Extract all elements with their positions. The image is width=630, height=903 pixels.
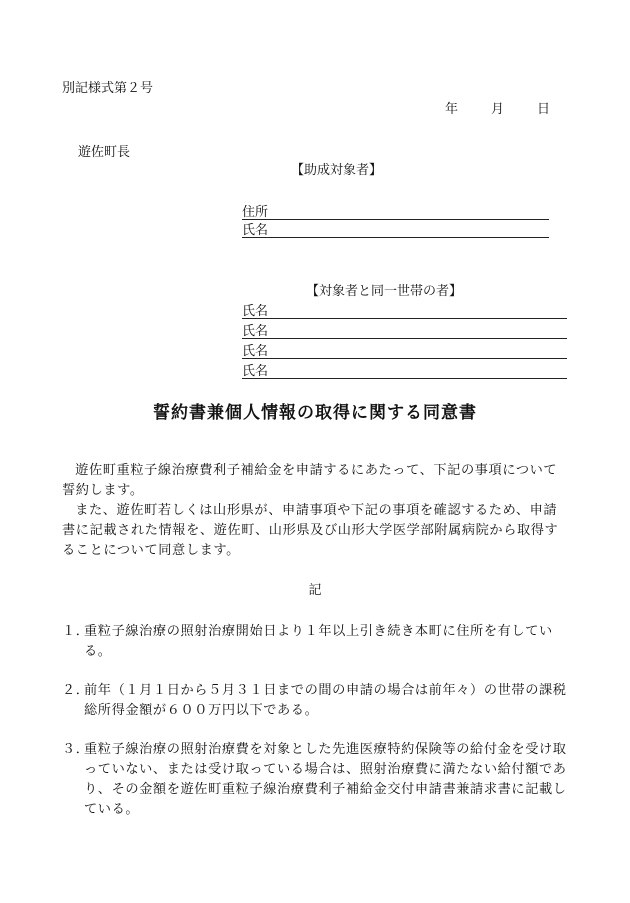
ki-label: 記 — [308, 583, 322, 598]
household-name-field-1[interactable] — [242, 300, 567, 319]
household-name-label: 氏名 — [242, 364, 269, 379]
name-field[interactable] — [242, 219, 549, 238]
address-label: 住所 — [242, 205, 269, 220]
list-item — [62, 681, 570, 721]
document-title: 誓約書兼個人情報の取得に関する同意書 — [153, 403, 477, 423]
item-text: 重粒子線治療の照射治療開始日より１年以上引き続き本町に住所を有している。 — [84, 624, 553, 659]
item-text: 前年（１月１日から５月３１日までの間の申請の場合は前年々）の世帯の課税総所得金額が６００万円以下である。 — [84, 683, 567, 718]
date-month: 月 — [491, 102, 505, 117]
household-name-field-3[interactable] — [242, 340, 567, 359]
item-number: ２． — [62, 683, 90, 698]
item-text: 重粒子線治療の照射治療費を対象とした先進医療特約保険等の給付金を受け取っていない、または受け取っている場合は、照射治療費に満たない給付額であり、その金額を遊佐町重粒子線治療費利子補給金交付申請書兼請求書に記載している。 — [84, 742, 567, 817]
subject-heading: 【助成対象者】 — [291, 163, 383, 178]
paragraph-pledge: 遊佐町重粒子線治療費利子補給金を申請するにあたって、下記の事項について誓約します。 — [62, 463, 558, 498]
household-heading: 【対象者と同一世帯の者】 — [306, 284, 463, 299]
household-name-label: 氏名 — [242, 324, 269, 339]
household-name-field-2[interactable] — [242, 320, 567, 339]
item-number: １． — [62, 624, 90, 639]
date-year: 年 — [445, 102, 459, 117]
list-item — [62, 740, 570, 820]
item-number: ３． — [62, 742, 90, 757]
household-name-field-4[interactable] — [242, 360, 567, 379]
household-name-label: 氏名 — [242, 344, 269, 359]
paragraph-consent: また、遊佐町若しくは山形県が、申請事項や下記の事項を確認するため、申請書に記載された情報を、遊佐町、山形県及び山形大学医学部附属病院から取得することについて同意します。 — [62, 503, 559, 558]
list-item — [62, 622, 570, 662]
addressee: 遊佐町長 — [78, 145, 131, 160]
date-day: 日 — [537, 102, 551, 117]
name-label: 氏名 — [242, 223, 269, 238]
address-field[interactable] — [242, 201, 549, 220]
household-name-label: 氏名 — [242, 304, 269, 319]
form-label: 別記様式第２号 — [62, 81, 154, 96]
